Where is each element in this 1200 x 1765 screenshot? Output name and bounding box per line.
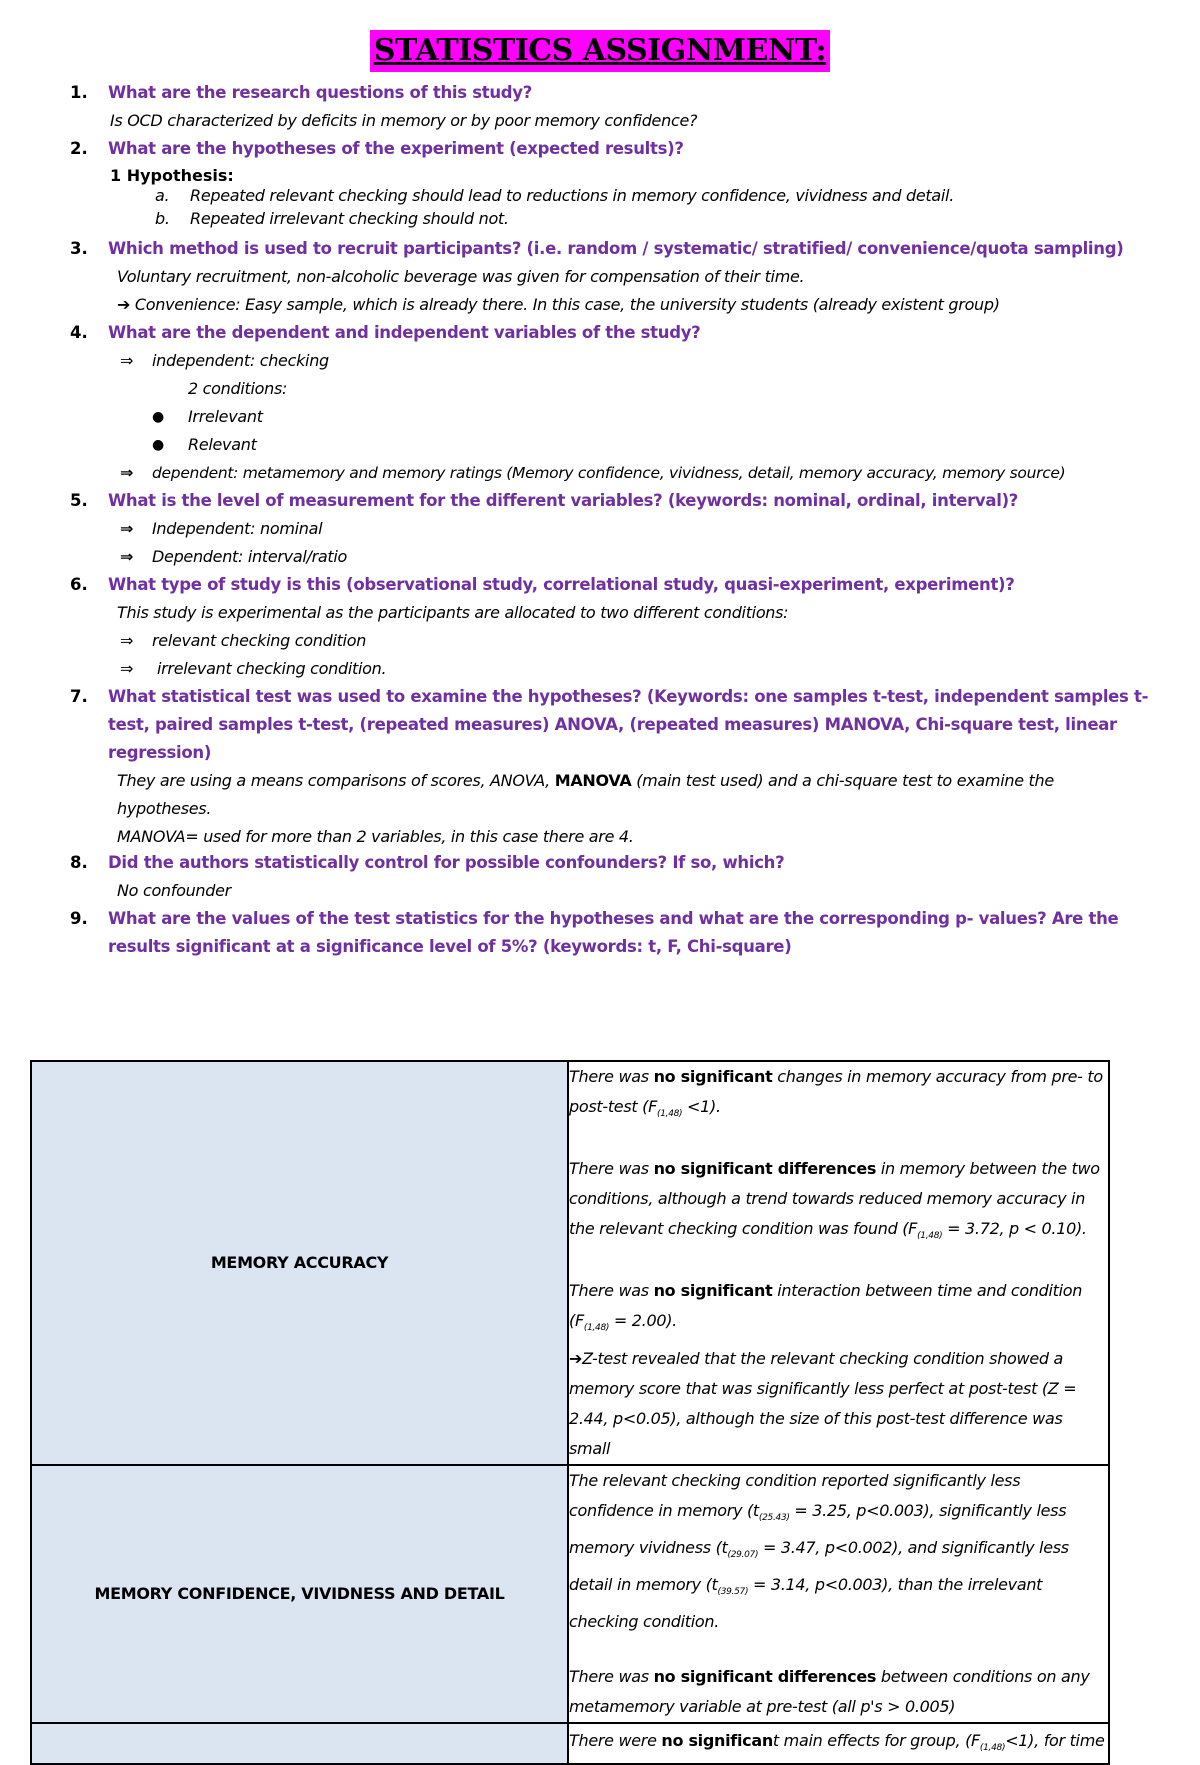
question-text: What are the values of the test statistics for the hypotheses and what are the corresponding p- values? Are the bbox=[108, 909, 1119, 928]
table-row bbox=[31, 1061, 1109, 1465]
question-text: What is the level of measurement for the different variables? (keywords: nominal, ordinal, interval)? bbox=[108, 491, 1019, 510]
page-title: STATISTICS ASSIGNMENT: bbox=[370, 30, 830, 72]
hypothesis-label: 1 Hypothesis: bbox=[110, 166, 234, 185]
list-text: Repeated relevant checking should lead to reductions in memory confidence, vividness and detail. bbox=[190, 186, 954, 205]
table-cell bbox=[568, 1723, 1109, 1764]
answer-text: ➔ Convenience: Easy sample, which is already there. In this case, the university students (already existent group) bbox=[117, 295, 1000, 314]
question-text-continued: results significant at a significance level of 5%? (keywords: t, F, Chi-square) bbox=[108, 937, 792, 956]
table-row bbox=[31, 1723, 1109, 1764]
question-text: What type of study is this (observational study, correlational study, quasi-experiment, experiment)? bbox=[108, 575, 1015, 594]
question-number: 4. bbox=[70, 323, 88, 342]
bullet-icon: ● bbox=[152, 409, 164, 425]
question-number: 1. bbox=[70, 83, 88, 102]
list-text: irrelevant checking condition. bbox=[157, 659, 387, 678]
list-text: independent: checking bbox=[152, 351, 329, 370]
result-paragraph: There were no significant main effects for group, $(F_{(1,48)}<1)$, for time bbox=[569, 1731, 1105, 1754]
list-marker: a. bbox=[155, 186, 170, 205]
results-table bbox=[30, 1060, 1110, 1765]
question-number: 2. bbox=[70, 139, 88, 158]
implies-arrow-icon: ⇒ bbox=[120, 659, 134, 678]
question-number: 5. bbox=[70, 491, 88, 510]
question-text: Which method is used to recruit participants? (i.e. random / systematic/ stratified/ convenience/quota sampling) bbox=[108, 239, 1124, 258]
list-text: relevant checking condition bbox=[152, 631, 367, 650]
result-paragraph: There was no significant differences in memory between the two conditions, although a trend towards reduced memory accuracy in the relevant checking condition was found ($F_{(1,48)} = 3.72$, p < 0.10). bbox=[569, 1159, 1100, 1242]
arrow-icon: ➔ bbox=[117, 295, 131, 314]
table-row-label: MEMORY CONFIDENCE, VIVIDNESS AND DETAIL bbox=[31, 1465, 568, 1724]
answer-text: No confounder bbox=[117, 881, 231, 900]
implies-arrow-icon: ⇒ bbox=[120, 351, 134, 370]
result-paragraph: There was no significant differences between conditions on any metamemory variable at pre-test (all p's > 0.005) bbox=[569, 1667, 1090, 1717]
bullet-icon: ● bbox=[152, 437, 164, 453]
implies-arrow-icon: ⇒ bbox=[120, 631, 134, 650]
implies-arrow-icon: ⇒ bbox=[120, 547, 134, 566]
question-number: 3. bbox=[70, 239, 88, 258]
result-paragraph: There was no significant changes in memory accuracy from pre- to post-test $(F_{(1,48)} <1)$. bbox=[569, 1067, 1103, 1120]
list-text: dependent: metamemory and memory ratings (Memory confidence, vividness, detail, memory accuracy, memory source) bbox=[152, 464, 1066, 482]
list-text: Repeated irrelevant checking should not. bbox=[190, 209, 509, 228]
arrow-icon: ➔ bbox=[569, 1348, 583, 1368]
question-number: 9. bbox=[70, 909, 88, 928]
answer-text: Is OCD characterized by deficits in memory or by poor memory confidence? bbox=[110, 111, 698, 130]
result-paragraph: There was no significant interaction between time and condition $(F_{(1,48)} = 2.00)$. ➔Z-test revealed that the relevant checking condition showed a memory score that was significantly less perfect at post-test (Z = 2.44, p<0.05), although the size of this post-test difference was small bbox=[569, 1281, 1083, 1458]
conditions-label: 2 conditions: bbox=[188, 379, 288, 398]
question-text-continued: regression) bbox=[108, 743, 212, 762]
answer-text: MANOVA= used for more than 2 variables, in this case there are 4. bbox=[117, 827, 634, 846]
list-text: Relevant bbox=[188, 435, 257, 454]
result-paragraph: The relevant checking condition reported significantly less confidence in memory ($t_{(25.43)} = 3.25$, p<0.003), significantly less memory vividness ($t_{(29.07)} = 3.47$, p<0.002), and significantly less detail in memory ($t_{(39.57)} = 3.14$, p<0.003), than the irrelevant checking condition. bbox=[569, 1470, 1069, 1632]
table-row-label: MEMORY ACCURACY bbox=[31, 1061, 568, 1465]
question-number: 6. bbox=[70, 575, 88, 594]
question-text: What are the hypotheses of the experiment (expected results)? bbox=[108, 139, 684, 158]
table-row bbox=[31, 1465, 1109, 1724]
list-text: Irrelevant bbox=[188, 407, 263, 426]
answer-text: hypotheses. bbox=[117, 799, 212, 818]
answer-text: Voluntary recruitment, non-alcoholic beverage was given for compensation of their time. bbox=[117, 267, 805, 286]
answer-text: They are using a means comparisons of scores, ANOVA, MANOVA (main test used) and a chi-square test to examine the bbox=[117, 771, 1054, 790]
list-text: Independent: nominal bbox=[152, 519, 323, 538]
implies-arrow-icon: ⇒ bbox=[120, 463, 134, 482]
question-text: What statistical test was used to examine the hypotheses? (Keywords: one samples t-test, independent samples t- bbox=[108, 687, 1149, 706]
answer-text: This study is experimental as the participants are allocated to two different conditions: bbox=[117, 603, 789, 622]
question-text: Did the authors statistically control for possible confounders? If so, which? bbox=[108, 853, 785, 872]
list-text: Dependent: interval/ratio bbox=[152, 547, 347, 566]
table-cell bbox=[568, 1465, 1109, 1724]
table-row-label bbox=[31, 1723, 568, 1764]
question-number: 7. bbox=[70, 687, 88, 706]
question-text: What are the research questions of this study? bbox=[108, 83, 533, 102]
implies-arrow-icon: ⇒ bbox=[120, 519, 134, 538]
question-number: 8. bbox=[70, 853, 88, 872]
question-text-continued: test, paired samples t-test, (repeated measures) ANOVA, (repeated measures) MANOVA, Chi-square test, linear bbox=[108, 715, 1117, 734]
question-text: What are the dependent and independent variables of the study? bbox=[108, 323, 701, 342]
list-marker: b. bbox=[155, 209, 170, 228]
table-cell bbox=[568, 1061, 1109, 1465]
